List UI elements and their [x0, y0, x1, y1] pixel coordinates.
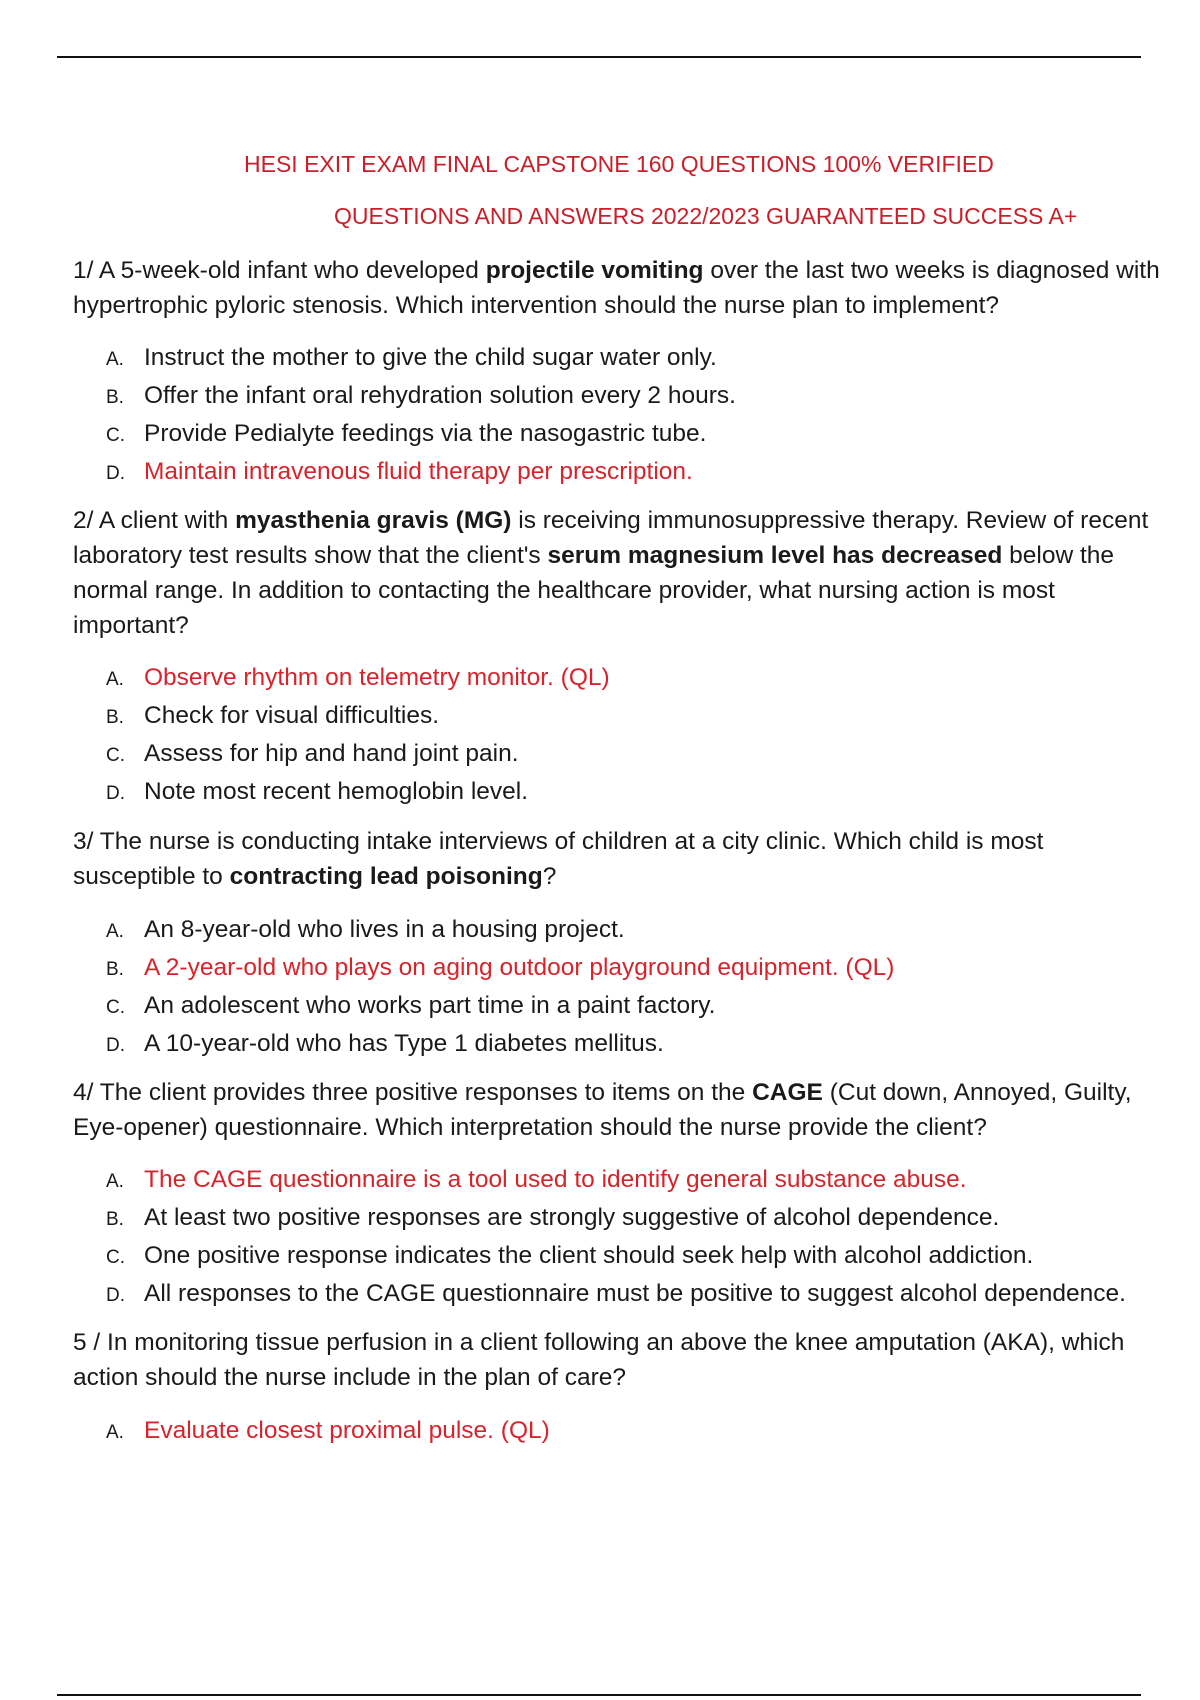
option-letter: C. — [106, 425, 125, 446]
document-title-line-2: QUESTIONS AND ANSWERS 2022/2023 GUARANTEED SUCCESS A+ — [334, 203, 1078, 229]
option-letter: B. — [106, 387, 124, 408]
question-5 — [73, 1325, 1163, 1395]
question-emphasis: myasthenia gravis (MG) — [235, 507, 512, 534]
option-letter: B. — [106, 1209, 124, 1230]
option-4c — [106, 1238, 1186, 1276]
document-title-line-1: HESI EXIT EXAM FINAL CAPSTONE 160 QUESTIONS 100% VERIFIED — [244, 151, 994, 177]
option-text: The CAGE questionnaire is a tool used to identify general substance abuse. — [144, 1166, 967, 1193]
question-text: 1/ A 5-week-old infant who developed — [73, 257, 486, 284]
option-4a-correct — [106, 1162, 1186, 1200]
option-letter: C. — [106, 745, 125, 766]
option-4b — [106, 1200, 1186, 1238]
option-letter: D. — [106, 463, 125, 484]
option-text: Assess for hip and hand joint pain. — [144, 740, 519, 767]
option-letter: C. — [106, 1247, 125, 1268]
option-text: Note most recent hemoglobin level. — [144, 778, 529, 805]
question-5-options — [106, 1413, 1186, 1451]
option-3c — [106, 988, 1186, 1026]
option-letter: C. — [106, 997, 125, 1018]
option-text: An adolescent who works part time in a paint factory. — [144, 992, 716, 1019]
option-3a — [106, 912, 1186, 950]
question-4-options — [106, 1162, 1186, 1314]
option-letter: B. — [106, 959, 124, 980]
option-1b — [106, 378, 1186, 416]
question-text: 3/ The nurse is conducting intake interviews of children at a city clinic. Which child is most susceptible to — [73, 828, 1044, 890]
option-text: Provide Pedialyte feedings via the nasogastric tube. — [144, 420, 707, 447]
option-1c — [106, 416, 1186, 454]
option-3b-correct — [106, 950, 1186, 988]
question-emphasis: contracting lead poisoning — [229, 863, 543, 890]
option-text: Offer the infant oral rehydration solution every 2 hours. — [144, 382, 736, 409]
option-letter: A. — [106, 1171, 124, 1192]
option-text: An 8-year-old who lives in a housing project. — [144, 916, 625, 943]
question-emphasis: CAGE — [752, 1079, 823, 1106]
option-4d — [106, 1276, 1186, 1314]
option-text: At least two positive responses are strongly suggestive of alcohol dependence. — [144, 1204, 1000, 1231]
question-text: below the normal range. In addition to contacting the healthcare provider, what nursing action is most important? — [73, 542, 1115, 639]
option-3d — [106, 1026, 1186, 1064]
option-2b — [106, 698, 1186, 736]
option-text: Check for visual difficulties. — [144, 702, 440, 729]
question-emphasis: serum magnesium level has decreased — [547, 542, 1003, 569]
option-letter: D. — [106, 1035, 125, 1056]
question-2 — [73, 503, 1163, 643]
option-text: Maintain intravenous fluid therapy per prescription. — [144, 458, 693, 485]
option-text: A 2-year-old who plays on aging outdoor playground equipment. (QL) — [144, 954, 895, 981]
question-text: ? — [542, 863, 557, 890]
question-text: 4/ The client provides three positive responses to items on the — [73, 1079, 753, 1106]
option-letter: A. — [106, 1422, 124, 1443]
option-text: All responses to the CAGE questionnaire must be positive to suggest alcohol dependence. — [144, 1280, 1126, 1307]
question-3-options — [106, 912, 1186, 1064]
option-text: A 10-year-old who has Type 1 diabetes mellitus. — [144, 1030, 664, 1057]
question-text: 2/ A client with — [73, 507, 236, 534]
option-text: Instruct the mother to give the child sugar water only. — [144, 344, 717, 371]
question-2-options — [106, 660, 1186, 812]
option-2d — [106, 774, 1186, 812]
option-letter: A. — [106, 669, 124, 690]
question-1 — [73, 253, 1163, 323]
option-letter: B. — [106, 707, 124, 728]
question-text: 5 / In monitoring tissue perfusion in a client following an above the knee amputation (AKA), which action should the nurse include in the plan of care? — [73, 1329, 1125, 1391]
option-2a-correct — [106, 660, 1186, 698]
option-letter: A. — [106, 921, 124, 942]
question-1-options — [106, 340, 1186, 492]
option-1d-correct — [106, 454, 1186, 492]
option-letter: D. — [106, 783, 125, 804]
option-5a-correct — [106, 1413, 1186, 1451]
option-2c — [106, 736, 1186, 774]
question-text: is receiving immunosuppressive therapy. Review of recent laboratory test results show that the client's — [73, 507, 1149, 569]
option-1a — [106, 340, 1186, 378]
top-rule — [57, 56, 1141, 58]
option-letter: D. — [106, 1285, 125, 1306]
question-emphasis: projectile vomiting — [485, 257, 704, 284]
question-text: over the last two weeks is diagnosed with hypertrophic pyloric stenosis. Which intervention should the nurse plan to implement? — [73, 257, 1160, 319]
question-3 — [73, 824, 1163, 894]
bottom-rule — [57, 1694, 1141, 1696]
question-text: (Cut down, Annoyed, Guilty, Eye-opener) questionnaire. Which interpretation should the nurse provide the client? — [73, 1079, 1132, 1141]
question-4 — [73, 1075, 1163, 1145]
option-letter: A. — [106, 349, 124, 370]
option-text: Observe rhythm on telemetry monitor. (QL) — [144, 664, 610, 691]
option-text: One positive response indicates the client should seek help with alcohol addiction. — [144, 1242, 1034, 1269]
option-text: Evaluate closest proximal pulse. (QL) — [144, 1417, 550, 1444]
